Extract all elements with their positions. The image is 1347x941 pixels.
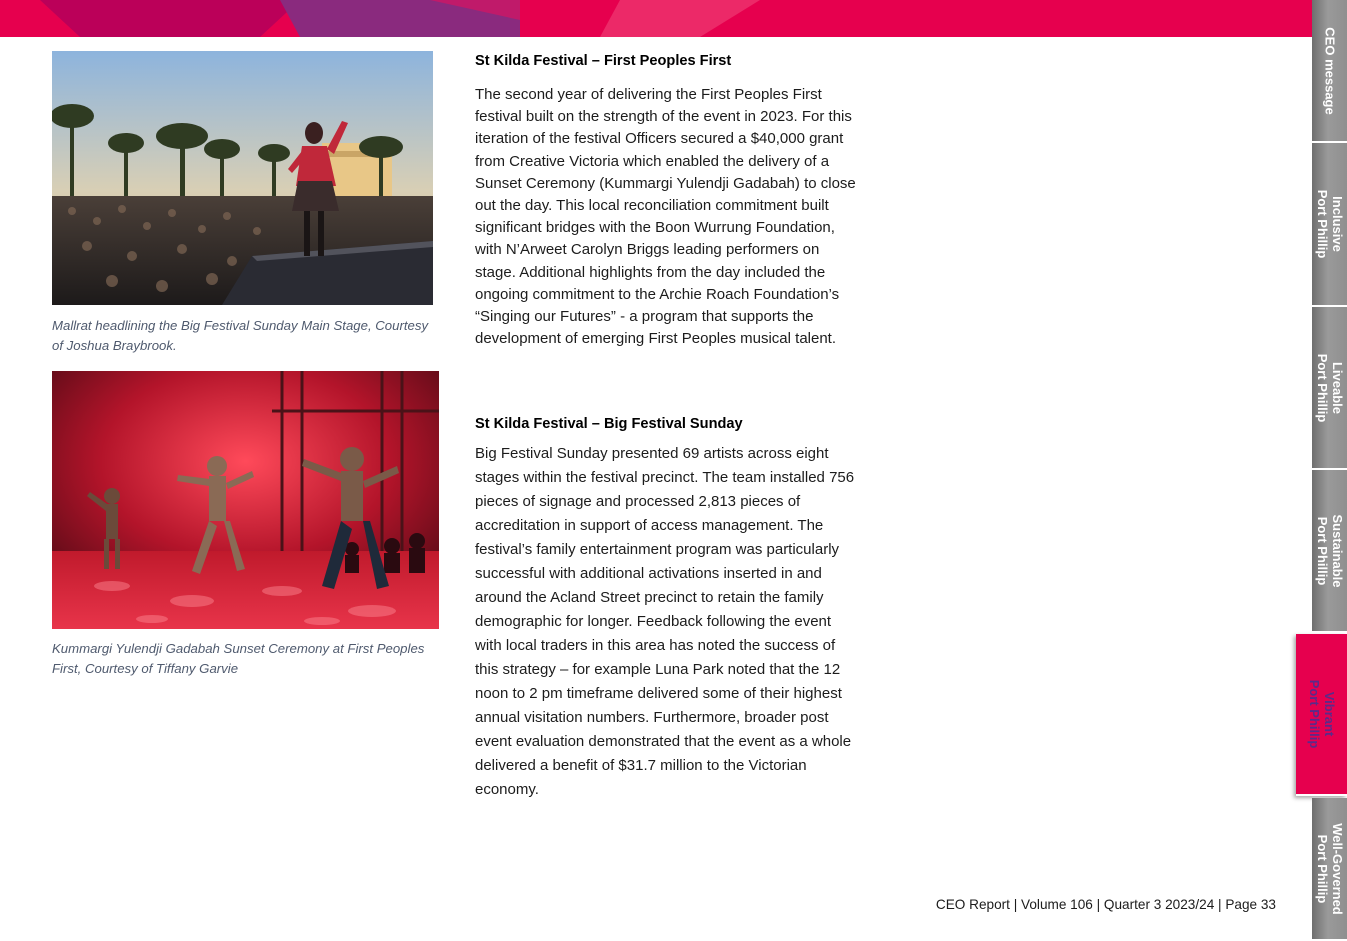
tab-label: Inclusive [1329, 196, 1345, 252]
tab-sublabel: Port Phillip [1306, 679, 1322, 749]
tab-sublabel: Port Phillip [1314, 189, 1330, 259]
tab-liveable[interactable] [1312, 307, 1347, 470]
tab-inclusive[interactable] [1312, 143, 1347, 307]
tab-label: Sustainable [1329, 514, 1345, 587]
page-footer: CEO Report | Volume 106 | Quarter 3 2023/24 | Page 33 [935, 897, 1276, 912]
festival-main-stage-photo [52, 51, 433, 305]
tab-ceo-message[interactable] [1312, 0, 1347, 143]
photo-caption: Mallrat headlining the Big Festival Sunday Main Stage, Courtesy of Joshua Braybrook. [52, 318, 429, 353]
tab-sublabel: Port Phillip [1314, 834, 1330, 903]
top-banner [0, 0, 1312, 37]
banner-graphic [0, 0, 1312, 37]
tab-well-governed[interactable] [1312, 798, 1347, 941]
tab-sublabel: Port Phillip [1314, 516, 1330, 585]
tab-label: Well-Governed [1329, 822, 1345, 915]
tab-vibrant[interactable] [1296, 634, 1347, 796]
sunset-ceremony-photo [52, 371, 439, 629]
tab-label: CEO message [1322, 26, 1337, 115]
tab-label: Vibrant [1321, 691, 1337, 737]
section-body: The second year of delivering the First Peoples First festival built on the strength of the event in 2023. For this iteration of the festival Officers secured a $40,000 grant from Creative Victoria which enabled the delivery of a Sunset Ceremony (Kummargi Yulendji Gadabah) to close out the day. This local reconciliation commitment built significant bridges with the Boon Wurrung Foundation, with N’Arweet Carolyn Briggs leading performers on stage. Additional highlights from the day included the ongoing commitment to the Archie Roach Foundation’s “Singing our Futures” - a program that supports the development of emerging First Peoples musical talent. [475, 86, 856, 348]
tab-sustainable[interactable] [1312, 470, 1347, 633]
section-heading: St Kilda Festival – First Peoples First [475, 53, 732, 69]
photo-caption: Kummargi Yulendji Gadabah Sunset Ceremony at First Peoples First, Courtesy of Tiffany Garvie [52, 641, 425, 676]
section-heading: St Kilda Festival – Big Festival Sunday [475, 416, 743, 432]
section-tabs [1296, 0, 1347, 941]
section-body: Big Festival Sunday presented 69 artists across eight stages within the festival precinct. The team installed 756 pieces of signage and processed 2,813 pieces of accreditation in support of access management. The festival’s family entertainment program was particularly successful with additional activations inserted in and around the Acland Street precinct to retain the family demographic for longer. Feedback following the event with local traders in this area has noted the success of this strategy – for example Luna Park noted that the 12 noon to 2 pm timeframe delivered some of their highest annual visitation numbers. Furthermore, broader post event evaluation demonstrated that the event as a whole delivered a benefit of $31.7 million to the Victorian economy. [475, 445, 855, 798]
tab-label: Liveable [1329, 361, 1345, 414]
tab-sublabel: Port Phillip [1314, 353, 1330, 422]
